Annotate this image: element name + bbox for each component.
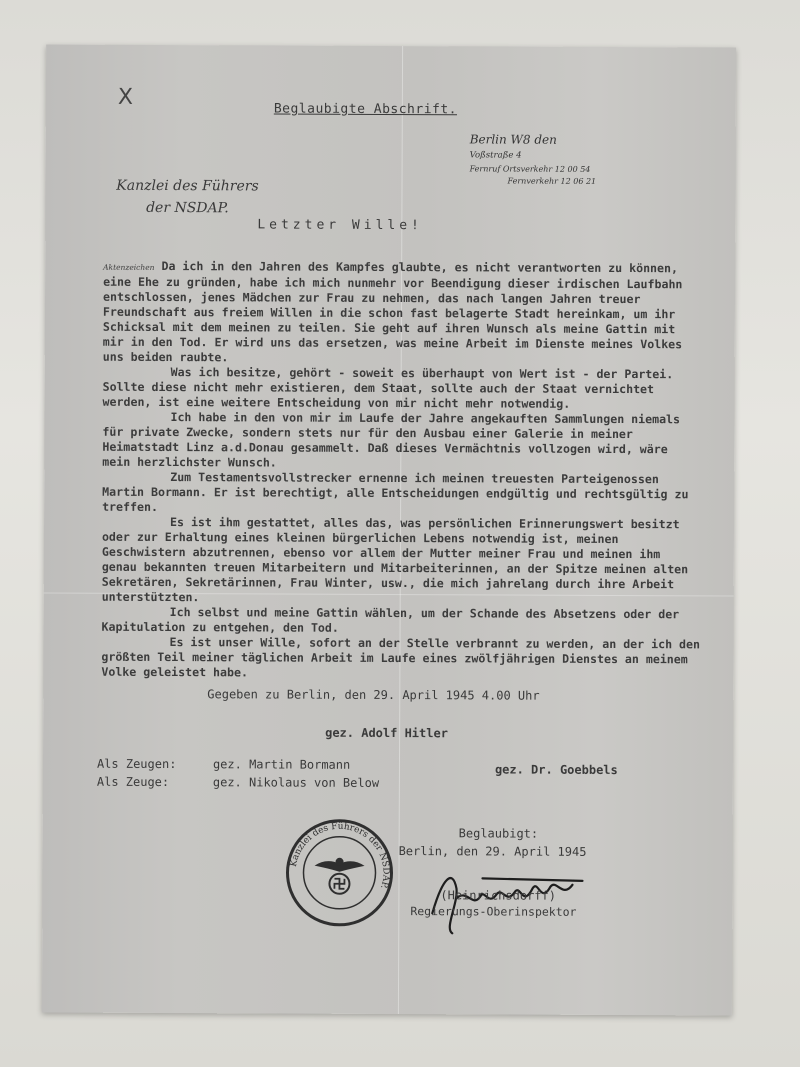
paragraph-1 [103, 259, 703, 368]
date-line: Gegeben zu Berlin, den 29. April 1945 4.00 Uhr [207, 687, 540, 703]
letterhead-sender [107, 175, 267, 220]
sender-line-2: der NSDAP. [146, 199, 229, 217]
paragraph-1-text: Da ich in den Jahren des Kampfes glaubte, es nicht verantworten zu können, eine Ehe zu gründen, habe ich mich nunmehr vor Beendigung dieser irdischen Laufbahn entschlossen, jenes Mädchen zur Frau zu nehmen, das nach langen Jahren treuer Freundschaft aus freiem Willen in die schon fast belagerte Stadt hereinkam, um ihr Schicksal mit dem meinen zu teilen. Sie geht auf ihren Wunsch als meine Gattin mit mir in den Tod. Er wird uns das ersetzen, was meine Arbeit im Dienste meines Volkes uns beiden raubte. [102, 259, 683, 365]
paragraph-3: Ich habe in den von mir im Laufe der Jahre angekauften Sammlungen niemals für private Zwecke, sondern stets nur für den Ausbau einer Galerie in meiner Heimatstadt Linz a.d.Donau gesammelt. Daß dieses Vermächtnis vollzogen wird, wäre mein herzlichster Wunsch. [102, 410, 681, 470]
testament-body [101, 259, 703, 683]
witness-1-name-2: gez. Dr. Goebbels [494, 762, 618, 778]
certification-label: Beglaubigt: [458, 826, 539, 841]
letterhead-phone-long: Fernverkehr 12 06 21 [507, 176, 597, 186]
certifier-name: (Heinrichsdorff) [440, 888, 557, 903]
document-title: Letzter Wille! [257, 217, 423, 234]
paragraph-7: Es ist unser Wille, sofort an der Stelle verbrannt zu werden, an der ich den größten Teil meiner täglichen Arbeit im Laufe eines zwölfjährigen Dienstes an meinem Volke geleistet habe. [101, 635, 701, 680]
aktenzeichen-label: Aktenzeichen [103, 262, 155, 272]
witness-1-name: gez. Martin Bormann [212, 757, 351, 772]
witness-1-label: Als Zeugen: [96, 756, 177, 772]
certification-date: Berlin, den 29. April 1945 [398, 844, 587, 859]
witness-2-label: Als Zeuge: [96, 774, 170, 790]
svg-text:Kanzlei des Führers der NSDAP.: Kanzlei des Führers der NSDAP. [288, 821, 391, 891]
signed-line: gez. Adolf Hitler [325, 725, 448, 741]
paragraph-5: Es ist ihm gestattet, alles das, was persönlichen Erinnerungswert besitzt oder zur Erhaltung eines kleinen bürgerlichen Lebens notwendig ist, meinen Geschwistern abzutrennen, ebenso vor allem der Mutter meiner Frau und meinen ihm genau bekannten treuen Mitarbeitern und Mitarbeiterinnen, an der Spitze meinen alten Sekretären, Sekretärinnen, Frau Winter, usw., die mich jahrelang durch ihre Arbeit unterstützten. [101, 515, 689, 605]
corner-x-mark: X [117, 84, 134, 110]
official-seal-stamp [284, 818, 394, 928]
paragraph-6: Ich selbst und meine Gattin wählen, um der Schande des Absetzens oder der Kapitulation zu entgehen, den Tod. [101, 605, 680, 635]
paragraph-2: Was ich besitze, gehört - soweit es überhaupt von Wert ist - der Partei. Sollte diese nicht mehr existieren, dem Staat, sollte auch der Staat vernichtet werden, ist eine weitere Entscheidung von mir nicht mehr notwendig. [102, 365, 674, 411]
document-page [42, 44, 736, 1015]
letterhead-street: Voßstraße 4 [469, 150, 522, 161]
paragraph-4: Zum Testamentsvollstrecker ernenne ich meinen treuesten Parteigenossen Martin Bormann. Er ist berechtigt, alle Entscheidungen endgültig und rechtsgültig zu treffen. [102, 470, 689, 514]
sender-line-1: Kanzlei des Führers [116, 177, 259, 195]
letterhead-phone-local: Fernruf Ortsverkehr 12 00 54 [469, 164, 591, 174]
document-heading: Beglaubigte Abschrift. [273, 101, 458, 118]
witness-2-name: gez. Nikolaus von Below [212, 775, 380, 790]
letterhead-city: Berlin W8 den [469, 132, 557, 147]
certifier-title: Regierungs-Oberinspektor [410, 904, 577, 919]
